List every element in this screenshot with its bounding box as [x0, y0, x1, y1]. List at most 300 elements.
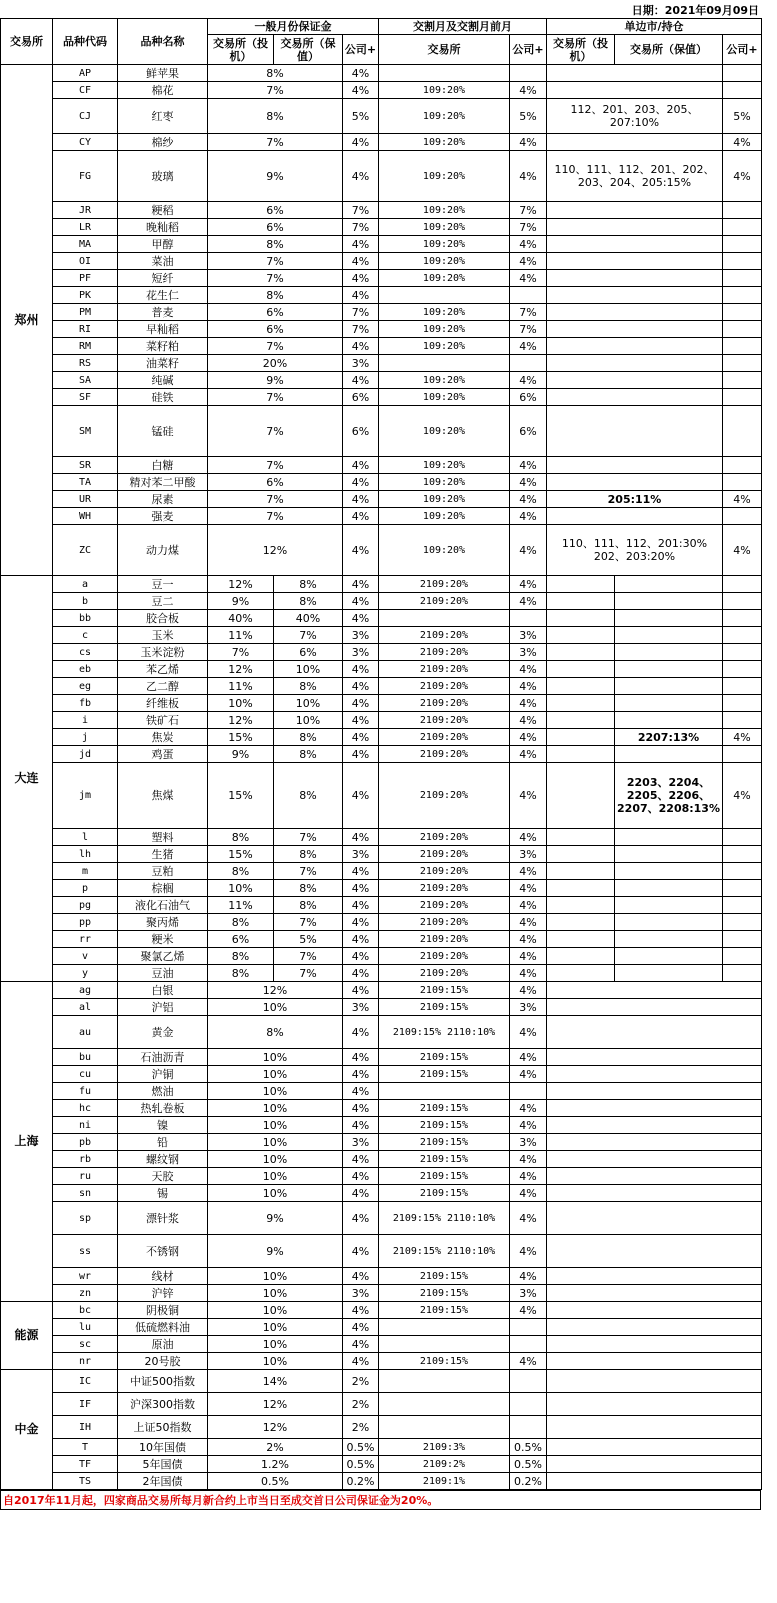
cell-general-company-plus: 7%: [343, 202, 379, 219]
cell-general-margin: 7%: [208, 406, 343, 457]
header-general-group: 一般月份保证金: [208, 19, 379, 35]
cell-name: 豆粕: [118, 863, 208, 880]
cell-delivery-margin: [379, 1370, 510, 1393]
cell-code: UR: [53, 491, 118, 508]
cell-delivery-margin: 109:20%: [379, 372, 510, 389]
table-row: [1, 746, 762, 763]
cell-general-company-plus: 4%: [343, 1353, 379, 1370]
cell-delivery-company-plus: 4%: [510, 695, 547, 712]
cell-unilateral-margin: [547, 236, 723, 253]
cell-unilateral-company-plus: [723, 576, 762, 593]
cell-hedge-margin: 10%: [274, 695, 343, 712]
cell-general-margin: 10%: [208, 1066, 343, 1083]
cell-hedge-margin: 8%: [274, 576, 343, 593]
cell-delivery-company-plus: [510, 1083, 547, 1100]
cell-unilateral-company-plus: 5%: [723, 99, 762, 134]
cell-spec-margin: 15%: [208, 846, 274, 863]
cell-delivery-margin: 109:20%: [379, 508, 510, 525]
table-row: [1, 1370, 762, 1393]
table-body: [1, 19, 762, 1490]
cell-name: 焦炭: [118, 729, 208, 746]
cell-general-company-plus: 4%: [343, 931, 379, 948]
cell-general-company-plus: 4%: [343, 1302, 379, 1319]
table-row: [1, 1235, 762, 1268]
table-row: [1, 304, 762, 321]
cell-code: RM: [53, 338, 118, 355]
footer-note: 自2017年11月起，四家商品交易所每月新合约上市当日至成交首日公司保证金为20%。: [0, 1490, 761, 1510]
cell-general-company-plus: 3%: [343, 355, 379, 372]
cell-name: 沪深300指数: [118, 1393, 208, 1416]
cell-unilateral-empty: [547, 1134, 762, 1151]
cell-general-company-plus: 4%: [343, 576, 379, 593]
cell-name: 早籼稻: [118, 321, 208, 338]
cell-general-company-plus: 4%: [343, 491, 379, 508]
cell-name: 短纤: [118, 270, 208, 287]
cell-hedge-margin: 7%: [274, 829, 343, 846]
cell-unilateral-company-plus: [723, 372, 762, 389]
cell-code: SF: [53, 389, 118, 406]
cell-unilateral-company-plus: [723, 627, 762, 644]
table-row: [1, 287, 762, 304]
cell-spec-margin: 10%: [208, 695, 274, 712]
cell-hedge-margin: 8%: [274, 897, 343, 914]
cell-general-margin: 9%: [208, 372, 343, 389]
cell-delivery-company-plus: [510, 355, 547, 372]
cell-code: PF: [53, 270, 118, 287]
cell-unilateral-company-plus: [723, 457, 762, 474]
cell-delivery-company-plus: 4%: [510, 253, 547, 270]
cell-unilateral-empty: [547, 999, 762, 1016]
cell-unilateral-company-plus: [723, 253, 762, 270]
cell-delivery-company-plus: [510, 1416, 547, 1439]
cell-spec-margin: 15%: [208, 729, 274, 746]
cell-name: 铅: [118, 1134, 208, 1151]
cell-unilateral-company-plus: [723, 863, 762, 880]
cell-unilateral-hedge: [615, 678, 723, 695]
cell-unilateral-margin: [547, 202, 723, 219]
cell-unilateral-margin: 110、111、112、201、202、203、204、205:15%: [547, 151, 723, 202]
cell-unilateral-margin: [547, 406, 723, 457]
cell-general-company-plus: 4%: [343, 1185, 379, 1202]
cell-general-margin: 10%: [208, 1151, 343, 1168]
cell-general-company-plus: 4%: [343, 1117, 379, 1134]
cell-delivery-company-plus: [510, 1370, 547, 1393]
table-row: [1, 65, 762, 82]
cell-general-company-plus: 4%: [343, 763, 379, 829]
cell-general-company-plus: 4%: [343, 474, 379, 491]
cell-code: SM: [53, 406, 118, 457]
cell-delivery-margin: 109:20%: [379, 321, 510, 338]
cell-code: pb: [53, 1134, 118, 1151]
table-row: [1, 593, 762, 610]
cell-delivery-margin: 109:20%: [379, 491, 510, 508]
cell-hedge-margin: 8%: [274, 593, 343, 610]
cell-spec-margin: 12%: [208, 576, 274, 593]
cell-general-company-plus: 7%: [343, 304, 379, 321]
cell-general-company-plus: 4%: [343, 338, 379, 355]
cell-general-margin: 10%: [208, 1168, 343, 1185]
cell-general-margin: 8%: [208, 99, 343, 134]
cell-delivery-margin: [379, 1336, 510, 1353]
cell-name: 聚氯乙烯: [118, 948, 208, 965]
cell-unilateral-company-plus: [723, 880, 762, 897]
cell-delivery-company-plus: 4%: [510, 661, 547, 678]
cell-general-company-plus: 2%: [343, 1416, 379, 1439]
cell-unilateral-empty: [547, 1370, 762, 1393]
cell-unilateral-company-plus: [723, 406, 762, 457]
cell-name: 强麦: [118, 508, 208, 525]
cell-delivery-company-plus: 4%: [510, 965, 547, 982]
header-company-plus: 公司+: [343, 35, 379, 65]
cell-code: hc: [53, 1100, 118, 1117]
cell-general-margin: 9%: [208, 1202, 343, 1235]
cell-unilateral-empty: [547, 1066, 762, 1083]
cell-delivery-company-plus: 4%: [510, 763, 547, 829]
cell-general-margin: 12%: [208, 982, 343, 999]
cell-general-margin: 12%: [208, 525, 343, 576]
cell-name: 鸡蛋: [118, 746, 208, 763]
cell-unilateral-spec: [547, 729, 615, 746]
table-row: [1, 695, 762, 712]
cell-hedge-margin: 8%: [274, 746, 343, 763]
cell-code: sp: [53, 1202, 118, 1235]
cell-unilateral-company-plus: [723, 610, 762, 627]
cell-spec-margin: 6%: [208, 931, 274, 948]
cell-spec-margin: 15%: [208, 763, 274, 829]
cell-hedge-margin: 7%: [274, 863, 343, 880]
cell-name: 豆一: [118, 576, 208, 593]
table-row: [1, 763, 762, 829]
cell-general-company-plus: 4%: [343, 593, 379, 610]
cell-unilateral-empty: [547, 1285, 762, 1302]
cell-unilateral-company-plus: [723, 965, 762, 982]
cell-unilateral-company-plus: 4%: [723, 134, 762, 151]
table-row: [1, 678, 762, 695]
cell-delivery-company-plus: 4%: [510, 270, 547, 287]
cell-delivery-margin: 109:20%: [379, 82, 510, 99]
cell-code: TF: [53, 1456, 118, 1473]
cell-code: IH: [53, 1416, 118, 1439]
cell-code: a: [53, 576, 118, 593]
cell-code: CJ: [53, 99, 118, 134]
cell-delivery-margin: 2109:15%: [379, 1117, 510, 1134]
cell-unilateral-margin: 205:11%: [547, 491, 723, 508]
table-row: [1, 1393, 762, 1416]
table-row: [1, 389, 762, 406]
cell-code: OI: [53, 253, 118, 270]
cell-name: 粳米: [118, 931, 208, 948]
cell-general-company-plus: 4%: [343, 372, 379, 389]
cell-spec-margin: 10%: [208, 880, 274, 897]
cell-unilateral-hedge: [615, 576, 723, 593]
cell-delivery-company-plus: 4%: [510, 82, 547, 99]
cell-unilateral-hedge: [615, 948, 723, 965]
cell-general-company-plus: 0.5%: [343, 1439, 379, 1456]
cell-code: cu: [53, 1066, 118, 1083]
cell-unilateral-hedge: [615, 644, 723, 661]
cell-hedge-margin: 40%: [274, 610, 343, 627]
cell-general-company-plus: 4%: [343, 610, 379, 627]
cell-delivery-margin: 2109:20%: [379, 829, 510, 846]
cell-delivery-company-plus: 4%: [510, 1117, 547, 1134]
cell-delivery-margin: 2109:20%: [379, 576, 510, 593]
cell-code: CY: [53, 134, 118, 151]
cell-delivery-company-plus: 4%: [510, 1016, 547, 1049]
cell-general-margin: 7%: [208, 508, 343, 525]
cell-delivery-margin: [379, 610, 510, 627]
cell-name: 黄金: [118, 1016, 208, 1049]
cell-name: 甲醇: [118, 236, 208, 253]
cell-general-company-plus: 4%: [343, 661, 379, 678]
cell-general-margin: 10%: [208, 1353, 343, 1370]
table-row: [1, 999, 762, 1016]
cell-delivery-margin: 2109:15%: [379, 1185, 510, 1202]
cell-general-margin: 6%: [208, 202, 343, 219]
cell-unilateral-company-plus: 4%: [723, 729, 762, 746]
cell-general-company-plus: 4%: [343, 1100, 379, 1117]
cell-hedge-margin: 8%: [274, 763, 343, 829]
cell-delivery-margin: 2109:20%: [379, 729, 510, 746]
date-line: 日期：2021年09月09日: [631, 4, 759, 17]
cell-unilateral-margin: [547, 321, 723, 338]
cell-code: sn: [53, 1185, 118, 1202]
cell-unilateral-spec: [547, 576, 615, 593]
cell-code: PM: [53, 304, 118, 321]
cell-general-margin: 1.2%: [208, 1456, 343, 1473]
cell-hedge-margin: 7%: [274, 914, 343, 931]
cell-unilateral-margin: [547, 304, 723, 321]
table-row: [1, 321, 762, 338]
cell-unilateral-hedge: [615, 661, 723, 678]
cell-general-margin: 10%: [208, 1302, 343, 1319]
cell-unilateral-margin: [547, 355, 723, 372]
table-row: [1, 151, 762, 202]
cell-name: 20号胶: [118, 1353, 208, 1370]
cell-delivery-margin: [379, 287, 510, 304]
cell-unilateral-empty: [547, 1473, 762, 1490]
cell-code: cs: [53, 644, 118, 661]
cell-unilateral-company-plus: [723, 270, 762, 287]
cell-unilateral-hedge: [615, 965, 723, 982]
table-row: [1, 729, 762, 746]
cell-unilateral-margin: [547, 338, 723, 355]
cell-general-company-plus: 4%: [343, 678, 379, 695]
cell-delivery-company-plus: 7%: [510, 304, 547, 321]
cell-delivery-margin: 2109:20%: [379, 746, 510, 763]
cell-general-company-plus: 7%: [343, 219, 379, 236]
cell-code: pg: [53, 897, 118, 914]
header-exchange: 交易所: [1, 19, 53, 65]
cell-general-company-plus: 4%: [343, 525, 379, 576]
cell-unilateral-empty: [547, 1336, 762, 1353]
cell-delivery-company-plus: 4%: [510, 712, 547, 729]
table-row: [1, 202, 762, 219]
table-row: [1, 1202, 762, 1235]
cell-unilateral-company-plus: [723, 897, 762, 914]
cell-general-company-plus: 3%: [343, 1134, 379, 1151]
cell-name: 菜籽粕: [118, 338, 208, 355]
cell-general-company-plus: 4%: [343, 1016, 379, 1049]
cell-spec-margin: 8%: [208, 863, 274, 880]
cell-unilateral-company-plus: [723, 236, 762, 253]
cell-general-margin: 2%: [208, 1439, 343, 1456]
cell-hedge-margin: 6%: [274, 644, 343, 661]
cell-delivery-company-plus: 4%: [510, 914, 547, 931]
cell-unilateral-margin: [547, 457, 723, 474]
cell-unilateral-margin: [547, 389, 723, 406]
cell-code: wr: [53, 1268, 118, 1285]
cell-unilateral-margin: [547, 82, 723, 99]
cell-unilateral-empty: [547, 1439, 762, 1456]
cell-code: zn: [53, 1285, 118, 1302]
table-row: [1, 1151, 762, 1168]
cell-unilateral-spec: [547, 644, 615, 661]
cell-general-margin: 20%: [208, 355, 343, 372]
cell-general-company-plus: 4%: [343, 712, 379, 729]
cell-delivery-company-plus: 3%: [510, 1134, 547, 1151]
table-row: [1, 610, 762, 627]
cell-unilateral-empty: [547, 1185, 762, 1202]
cell-code: eg: [53, 678, 118, 695]
cell-name: 镍: [118, 1117, 208, 1134]
cell-name: 红枣: [118, 99, 208, 134]
cell-delivery-company-plus: 4%: [510, 457, 547, 474]
cell-general-margin: 7%: [208, 457, 343, 474]
table-row: [1, 253, 762, 270]
cell-general-margin: 9%: [208, 151, 343, 202]
cell-delivery-company-plus: 4%: [510, 508, 547, 525]
cell-name: 锡: [118, 1185, 208, 1202]
cell-code: y: [53, 965, 118, 982]
cell-code: JR: [53, 202, 118, 219]
cell-delivery-company-plus: 4%: [510, 678, 547, 695]
cell-general-margin: 10%: [208, 1285, 343, 1302]
cell-name: 胶合板: [118, 610, 208, 627]
cell-name: 豆油: [118, 965, 208, 982]
cell-general-margin: 7%: [208, 389, 343, 406]
cell-delivery-margin: 2109:15%: [379, 1168, 510, 1185]
cell-general-company-plus: 4%: [343, 914, 379, 931]
cell-unilateral-spec: [547, 897, 615, 914]
cell-name: 中证500指数: [118, 1370, 208, 1393]
cell-general-company-plus: 4%: [343, 65, 379, 82]
cell-unilateral-margin: [547, 270, 723, 287]
cell-hedge-margin: 7%: [274, 948, 343, 965]
cell-unilateral-hedge: [615, 880, 723, 897]
cell-delivery-company-plus: 0.2%: [510, 1473, 547, 1490]
cell-delivery-margin: 2109:15%: [379, 1353, 510, 1370]
cell-delivery-margin: [379, 1416, 510, 1439]
cell-unilateral-spec: [547, 880, 615, 897]
table-row: [1, 576, 762, 593]
cell-name: 10年国债: [118, 1439, 208, 1456]
cell-delivery-company-plus: 4%: [510, 236, 547, 253]
cell-unilateral-company-plus: [723, 931, 762, 948]
exchange-label-shanghai: 上海: [1, 982, 53, 1302]
cell-delivery-company-plus: 4%: [510, 593, 547, 610]
cell-name: 锰硅: [118, 406, 208, 457]
cell-name: 玉米淀粉: [118, 644, 208, 661]
cell-code: RI: [53, 321, 118, 338]
cell-general-company-plus: 4%: [343, 1235, 379, 1268]
table-row: [1, 82, 762, 99]
cell-hedge-margin: 8%: [274, 880, 343, 897]
cell-delivery-margin: 109:20%: [379, 338, 510, 355]
cell-delivery-margin: 109:20%: [379, 525, 510, 576]
cell-delivery-company-plus: 4%: [510, 863, 547, 880]
cell-code: ZC: [53, 525, 118, 576]
cell-unilateral-hedge: [615, 627, 723, 644]
cell-code: TA: [53, 474, 118, 491]
cell-unilateral-company-plus: [723, 846, 762, 863]
table-row: [1, 1268, 762, 1285]
cell-code: IC: [53, 1370, 118, 1393]
table-row: [1, 627, 762, 644]
cell-unilateral-margin: [547, 65, 723, 82]
cell-unilateral-company-plus: [723, 287, 762, 304]
cell-unilateral-spec: [547, 610, 615, 627]
cell-code: TS: [53, 1473, 118, 1490]
cell-unilateral-company-plus: [723, 661, 762, 678]
cell-delivery-margin: 2109:20%: [379, 644, 510, 661]
table-row: [1, 931, 762, 948]
cell-delivery-margin: [379, 1083, 510, 1100]
header-exch-hedge: 交易所（保值）: [274, 35, 343, 65]
cell-delivery-margin: 2109:20%: [379, 846, 510, 863]
cell-delivery-margin: 109:20%: [379, 389, 510, 406]
table-row: [1, 1083, 762, 1100]
cell-unilateral-margin: [547, 508, 723, 525]
table-row: [1, 134, 762, 151]
cell-delivery-margin: 2109:20%: [379, 593, 510, 610]
cell-general-margin: 8%: [208, 236, 343, 253]
cell-spec-margin: 9%: [208, 746, 274, 763]
cell-name: 棉花: [118, 82, 208, 99]
cell-unilateral-spec: [547, 593, 615, 610]
table-row: [1, 525, 762, 576]
exchange-label-dalian: 大连: [1, 576, 53, 982]
cell-name: 棕榈: [118, 880, 208, 897]
cell-code: IF: [53, 1393, 118, 1416]
cell-unilateral-empty: [547, 1117, 762, 1134]
cell-delivery-company-plus: 3%: [510, 644, 547, 661]
cell-delivery-company-plus: [510, 65, 547, 82]
cell-spec-margin: 9%: [208, 593, 274, 610]
cell-delivery-margin: 109:20%: [379, 253, 510, 270]
cell-delivery-margin: 2109:15%: [379, 1134, 510, 1151]
cell-name: 纯碱: [118, 372, 208, 389]
cell-delivery-company-plus: 4%: [510, 338, 547, 355]
cell-general-company-plus: 3%: [343, 627, 379, 644]
cell-general-margin: 10%: [208, 1100, 343, 1117]
table-row: [1, 1134, 762, 1151]
header-unilateral-exch-spec: 交易所（投机）: [547, 35, 615, 65]
cell-general-company-plus: 4%: [343, 948, 379, 965]
cell-code: ag: [53, 982, 118, 999]
cell-spec-margin: 11%: [208, 678, 274, 695]
cell-delivery-margin: 109:20%: [379, 406, 510, 457]
cell-delivery-margin: 2109:20%: [379, 712, 510, 729]
cell-general-company-plus: 4%: [343, 982, 379, 999]
table-row: [1, 1473, 762, 1490]
cell-unilateral-company-plus: [723, 712, 762, 729]
cell-delivery-company-plus: 4%: [510, 1202, 547, 1235]
cell-general-margin: 8%: [208, 65, 343, 82]
cell-code: rb: [53, 1151, 118, 1168]
table-row: [1, 338, 762, 355]
cell-general-company-plus: 6%: [343, 389, 379, 406]
cell-unilateral-hedge: [615, 712, 723, 729]
